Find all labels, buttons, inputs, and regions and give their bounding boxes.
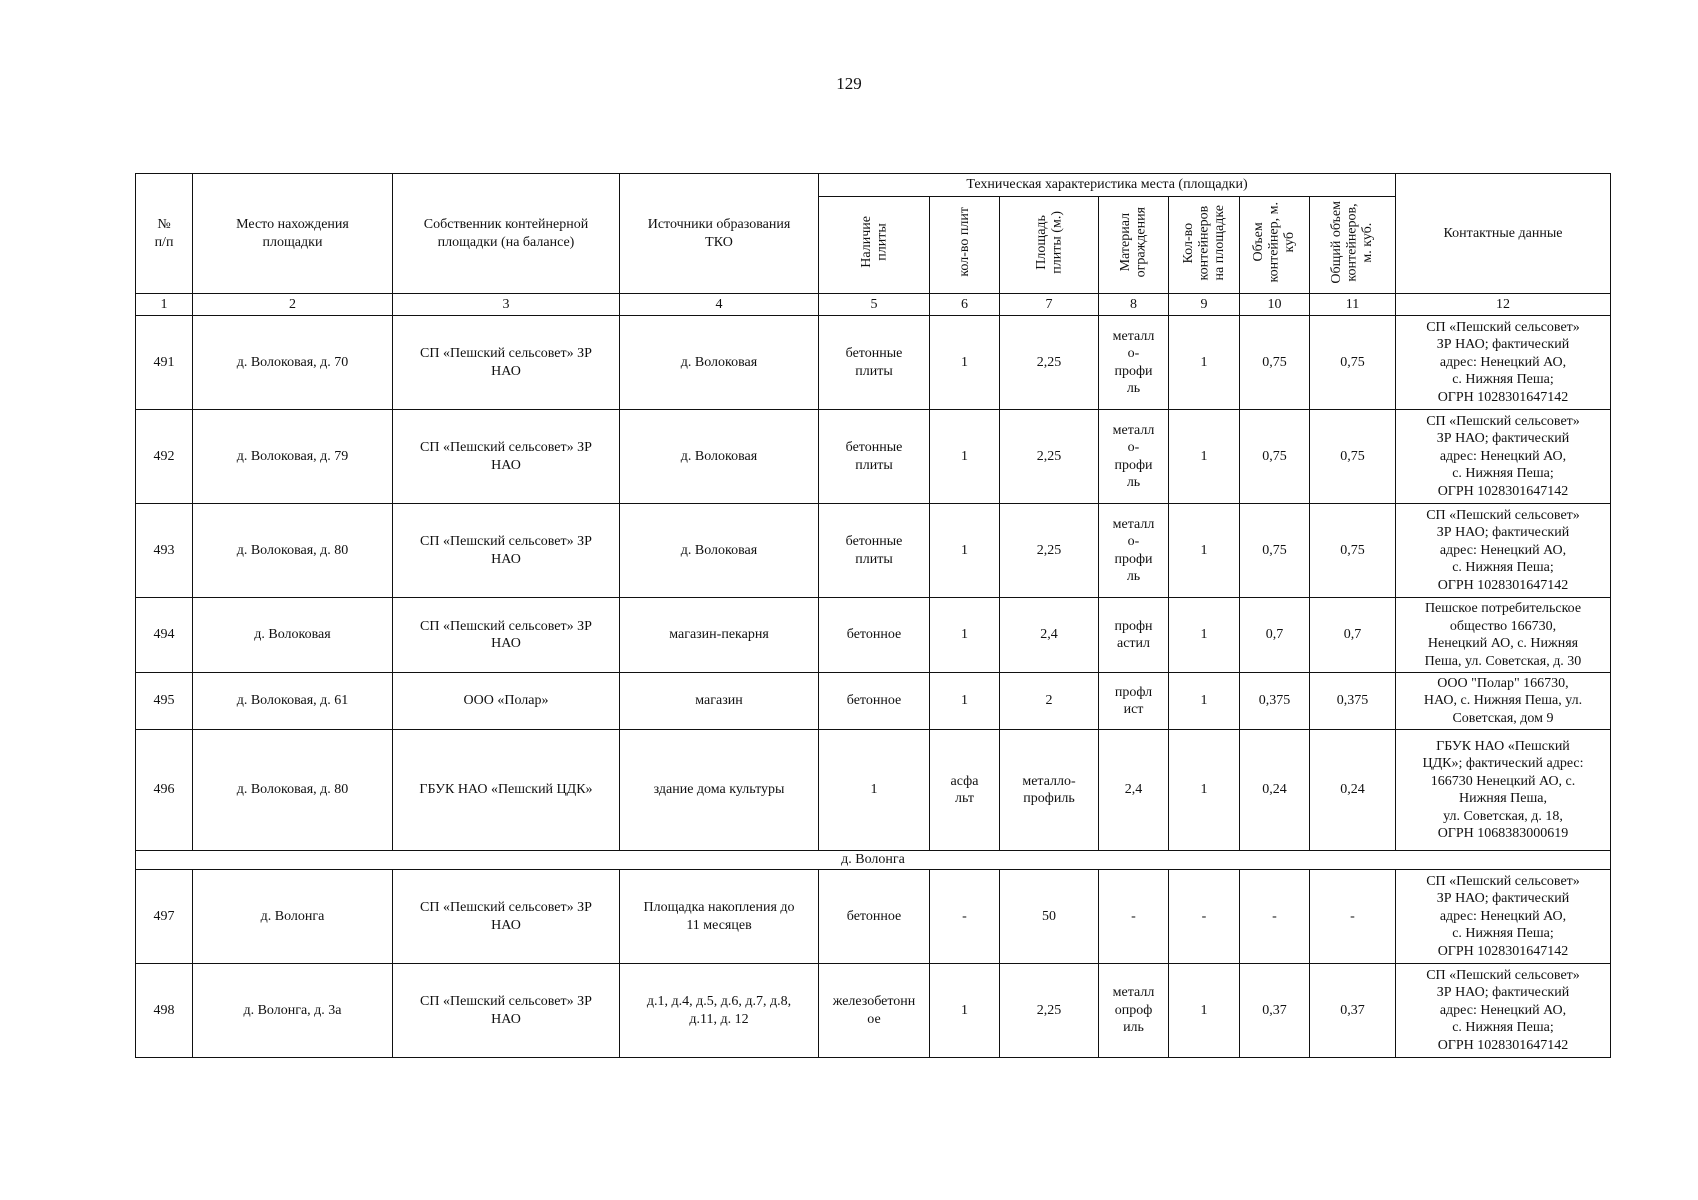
cell-sources: Площадка накопления до 11 месяцев [620,870,819,964]
cell-fence: профн астил [1099,598,1169,673]
cell-area: 2,25 [1000,316,1099,410]
cell-row-number: 495 [136,673,193,730]
cell-location: д. Волоковая, д. 70 [193,316,393,410]
cell-sources: магазин-пекарня [620,598,819,673]
cell-volume: 0,24 [1240,730,1310,851]
cell-location: д. Волоковая, д. 80 [193,730,393,851]
cell-sources: д.1, д.4, д.5, д.6, д.7, д.8, д.11, д. 12 [620,964,819,1058]
cell-containers: 1 [1169,673,1240,730]
cell-area: 2 [1000,673,1099,730]
cell-area: 2,25 [1000,504,1099,598]
cell-row-number: 496 [136,730,193,851]
cell-location: д. Волоковая, д. 79 [193,410,393,504]
header-slab-count [930,197,1000,294]
cell-slab-count: 1 [930,316,1000,410]
cell-volume: 0,75 [1240,410,1310,504]
header-slab-count-text: кол-во плит [956,207,972,278]
cell-slab: бетонное [819,673,930,730]
cell-owner: ГБУК НАО «Пешский ЦДК» [393,730,620,851]
column-number: 2 [193,294,393,316]
header-no: № п/п [136,174,193,294]
cell-owner: СП «Пешский сельсовет» ЗР НАО [393,316,620,410]
cell-slab: бетонные плиты [819,504,930,598]
cell-contacts: ООО "Полар" 166730, НАО, с. Нижняя Пеша, ул. Советская, дом 9 [1396,673,1611,730]
header-sources: Источники образования ТКО [620,174,819,294]
registry-table [135,173,1611,1058]
cell-contacts: СП «Пешский сельсовет» ЗР НАО; фактический адрес: Ненецкий АО, с. Нижняя Пеша; ОГРН 1028301647142 [1396,504,1611,598]
cell-slab: железобетонн ое [819,964,930,1058]
column-number: 12 [1396,294,1611,316]
header-tech-group: Техническая характеристика места (площадки) [819,174,1396,197]
header-total-volume [1310,197,1396,294]
cell-containers: 1 [1169,964,1240,1058]
cell-owner: СП «Пешский сельсовет» ЗР НАО [393,504,620,598]
cell-containers: 1 [1169,316,1240,410]
cell-location: д. Волонга, д. 3а [193,964,393,1058]
cell-fence: - [1099,870,1169,964]
cell-fence: металл опроф иль [1099,964,1169,1058]
table-row [136,673,1611,730]
cell-slab: 1 [819,730,930,851]
cell-slab-count: асфа льт [930,730,1000,851]
header-containers-text: Кол-во контейнеров на площадке [1180,204,1227,280]
cell-total-volume: 0,7 [1310,598,1396,673]
column-number: 11 [1310,294,1396,316]
cell-contacts: СП «Пешский сельсовет» ЗР НАО; фактический адрес: Ненецкий АО, с. Нижняя Пеша; ОГРН 1028301647142 [1396,410,1611,504]
cell-slab: бетонные плиты [819,410,930,504]
cell-volume: 0,37 [1240,964,1310,1058]
cell-slab: бетонные плиты [819,316,930,410]
cell-containers: - [1169,870,1240,964]
header-contacts: Контактные данные [1396,174,1611,294]
cell-contacts: Пешское потребительское общество 166730, Ненецкий АО, с. Нижняя Пеша, ул. Советская, д. 30 [1396,598,1611,673]
cell-slab-count: 1 [930,504,1000,598]
header-fence [1099,197,1169,294]
cell-volume: 0,7 [1240,598,1310,673]
cell-containers: 1 [1169,730,1240,851]
header-area-text: Площадь плиты (м.) [1033,210,1064,274]
column-number: 4 [620,294,819,316]
cell-total-volume: 0,75 [1310,316,1396,410]
cell-volume: 0,75 [1240,504,1310,598]
cell-owner: СП «Пешский сельсовет» ЗР НАО [393,964,620,1058]
page-number: 129 [836,74,862,93]
cell-containers: 1 [1169,504,1240,598]
cell-slab-count: 1 [930,598,1000,673]
cell-slab: бетонное [819,870,930,964]
cell-total-volume: 0,75 [1310,410,1396,504]
header-slab [819,197,930,294]
cell-slab-count: 1 [930,964,1000,1058]
cell-slab: бетонное [819,598,930,673]
cell-area: 2,25 [1000,964,1099,1058]
cell-area: 2,4 [1000,598,1099,673]
cell-owner: СП «Пешский сельсовет» ЗР НАО [393,870,620,964]
cell-sources: магазин [620,673,819,730]
cell-row-number: 491 [136,316,193,410]
cell-total-volume: - [1310,870,1396,964]
cell-area: 50 [1000,870,1099,964]
column-number: 10 [1240,294,1310,316]
cell-fence: металл о- профи ль [1099,410,1169,504]
header-total-volume-text: Общий объем контейнеров, м. куб. [1329,200,1376,284]
column-number: 8 [1099,294,1169,316]
cell-contacts: СП «Пешский сельсовет» ЗР НАО; фактический адрес: Ненецкий АО, с. Нижняя Пеша; ОГРН 1028301647142 [1396,964,1611,1058]
cell-contacts: СП «Пешский сельсовет» ЗР НАО; фактический адрес: Ненецкий АО, с. Нижняя Пеша; ОГРН 1028301647142 [1396,870,1611,964]
header-fence-text: Материал ограждения [1118,207,1149,278]
cell-row-number: 494 [136,598,193,673]
table-row [136,504,1611,598]
cell-containers: 1 [1169,410,1240,504]
cell-contacts: ГБУК НАО «Пешский ЦДК»; фактический адрес: 166730 Ненецкий АО, с. Нижняя Пеша, ул. Советская, д. 18, ОГРН 1068383000619 [1396,730,1611,851]
table-row [136,730,1611,851]
column-number: 3 [393,294,620,316]
header-slab-text: Наличие плиты [858,216,889,269]
cell-location: д. Волонга [193,870,393,964]
cell-fence: 2,4 [1099,730,1169,851]
cell-sources: здание дома культуры [620,730,819,851]
header-location: Место нахождения площадки [193,174,393,294]
cell-volume: 0,75 [1240,316,1310,410]
cell-location: д. Волоковая, д. 61 [193,673,393,730]
cell-fence: металл о- профи ль [1099,504,1169,598]
cell-area: 2,25 [1000,410,1099,504]
cell-containers: 1 [1169,598,1240,673]
column-number: 7 [1000,294,1099,316]
cell-row-number: 498 [136,964,193,1058]
column-number: 5 [819,294,930,316]
cell-area: металло- профиль [1000,730,1099,851]
cell-location: д. Волоковая [193,598,393,673]
column-number-row [136,294,1611,316]
table-row [136,964,1611,1058]
table-row [136,598,1611,673]
cell-owner: СП «Пешский сельсовет» ЗР НАО [393,598,620,673]
cell-location: д. Волоковая, д. 80 [193,504,393,598]
header-area [1000,197,1099,294]
cell-fence: профл ист [1099,673,1169,730]
cell-row-number: 493 [136,504,193,598]
cell-slab-count: 1 [930,673,1000,730]
cell-contacts: СП «Пешский сельсовет» ЗР НАО; фактический адрес: Ненецкий АО, с. Нижняя Пеша; ОГРН 1028301647142 [1396,316,1611,410]
cell-volume: - [1240,870,1310,964]
table-row [136,870,1611,964]
section-row [136,851,1611,870]
cell-row-number: 497 [136,870,193,964]
cell-total-volume: 0,375 [1310,673,1396,730]
cell-owner: СП «Пешский сельсовет» ЗР НАО [393,410,620,504]
cell-volume: 0,375 [1240,673,1310,730]
cell-total-volume: 0,75 [1310,504,1396,598]
cell-total-volume: 0,37 [1310,964,1396,1058]
rows-group-a [136,316,1611,851]
header-owner: Собственник контейнерной площадки (на балансе) [393,174,620,294]
rows-group-b [136,870,1611,1058]
cell-sources: д. Волоковая [620,504,819,598]
cell-slab-count: - [930,870,1000,964]
header-volume-text: Объем контейнер, м. куб [1251,202,1298,283]
header-containers [1169,197,1240,294]
header-volume [1240,197,1310,294]
cell-sources: д. Волоковая [620,410,819,504]
column-number: 6 [930,294,1000,316]
column-number: 9 [1169,294,1240,316]
cell-fence: металл о- профи ль [1099,316,1169,410]
cell-row-number: 492 [136,410,193,504]
cell-owner: ООО «Полар» [393,673,620,730]
table-row [136,410,1611,504]
section-title: д. Волонга [136,851,1611,870]
cell-sources: д. Волоковая [620,316,819,410]
cell-total-volume: 0,24 [1310,730,1396,851]
column-number: 1 [136,294,193,316]
cell-slab-count: 1 [930,410,1000,504]
table-row [136,316,1611,410]
